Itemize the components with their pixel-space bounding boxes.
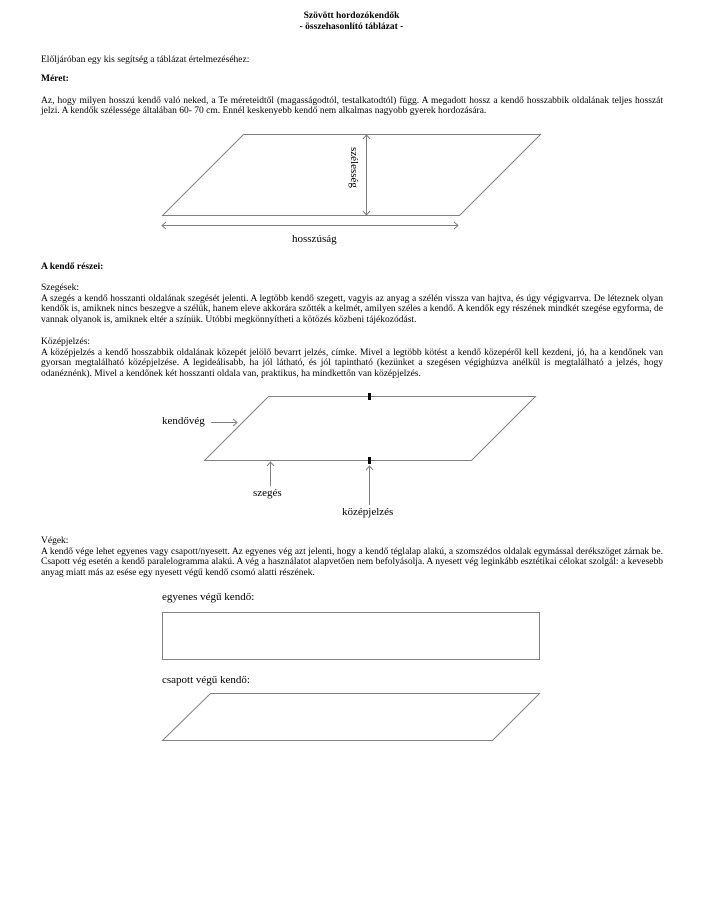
size-text: Az, hogy milyen hosszú kendő való neked, a Te méreteidtől (magasságodtól, testalkatodtól) függ. A megadott hossz a kendő hosszabbik oldalának teljes hosszát jelzi. A kendők szélessége általában 60- 70 cm. Ennél keskenyebb kendő nem alkalmas nagyobb gyerek hordozására. — [41, 96, 663, 117]
hem-heading: Szegések: — [41, 283, 79, 293]
hem-label: szegés — [253, 487, 282, 499]
tapered-end-label: csapott végű kendő: — [162, 674, 250, 686]
document-subtitle: - összehasonlító táblázat - — [299, 22, 404, 32]
middle-mark-text: A középjelzés a kendő hosszabbik oldalának közepét jelölő bevarrt jelzés, címke. Mivel a legtöbb kötést a kendő közepéről kell kezdeni, jó, ha a kendőnek van gyorsan megtalálható középjelzése. A legideálisabb, ha jól látható, és jól tapintható (kezünket a szegésen végighúzva anélkül is megtalálható a jelzés, hogy odanéznénk). Mivel a kendőnek két hosszanti oldala van, praktikus, ha mindkettőn van középjelzés. — [41, 348, 663, 379]
hem-text: A szegés a kendő hosszanti oldalának szegését jelenti. A legtöbb kendő szegett, vagyis az anyag a szélén vissza van hajtva, és úgy végigvarrva. De léteznek olyan kendők is, amiknek nincs beszegve a szélük, hanem eleve akkorára szőtték a kelmét, amilyen széles a kendő. A kendők egy részének mindkét szegése egyforma, de vannak olyanok is, amiknek eltér a színük. Utóbbi megkönnyítheti a kötözés közbeni tájékozódást. — [41, 294, 663, 325]
intro-text: Előljáróban egy kis segítség a táblázat értelmezéséhez: — [41, 55, 250, 65]
length-label: hosszúság — [292, 233, 337, 245]
straight-end-rectangle — [163, 613, 540, 660]
document-title: Szövött hordozókendők — [303, 11, 400, 21]
parts-heading: A kendő részei: — [41, 262, 104, 272]
straight-end-label: egyenes végű kendő: — [162, 591, 255, 603]
middle-mark-label: középjelzés — [342, 506, 394, 518]
ends-heading: Végek: — [41, 536, 69, 546]
wrap-parallelogram-parts — [205, 397, 536, 461]
ends-text: A kendő vége lehet egyenes vagy csapott/nyesett. Az egyenes vég azt jelenti, hogy a kendő téglalap alakú, a szomszédos oldalak egymással derékszöget zárnak be. Csapott vég esetén a kendő paralelogramma alakú. A vég a használatot alapvetően nem befolyásolja. A nyesett vég leginkább esztétikai célokat szolgál: a kevesebb anyag miatt más az esése egy nyesett végű kendő csomó alatti részének. — [41, 547, 663, 578]
middle-mark-heading: Középjelzés: — [41, 337, 91, 347]
size-heading: Méret: — [41, 74, 69, 84]
width-label: szélesség — [348, 147, 360, 188]
tapered-end-parallelogram — [163, 694, 540, 741]
end-label: kendővég — [162, 415, 205, 427]
middle-mark-top — [368, 393, 371, 400]
middle-mark-bottom — [368, 457, 371, 464]
